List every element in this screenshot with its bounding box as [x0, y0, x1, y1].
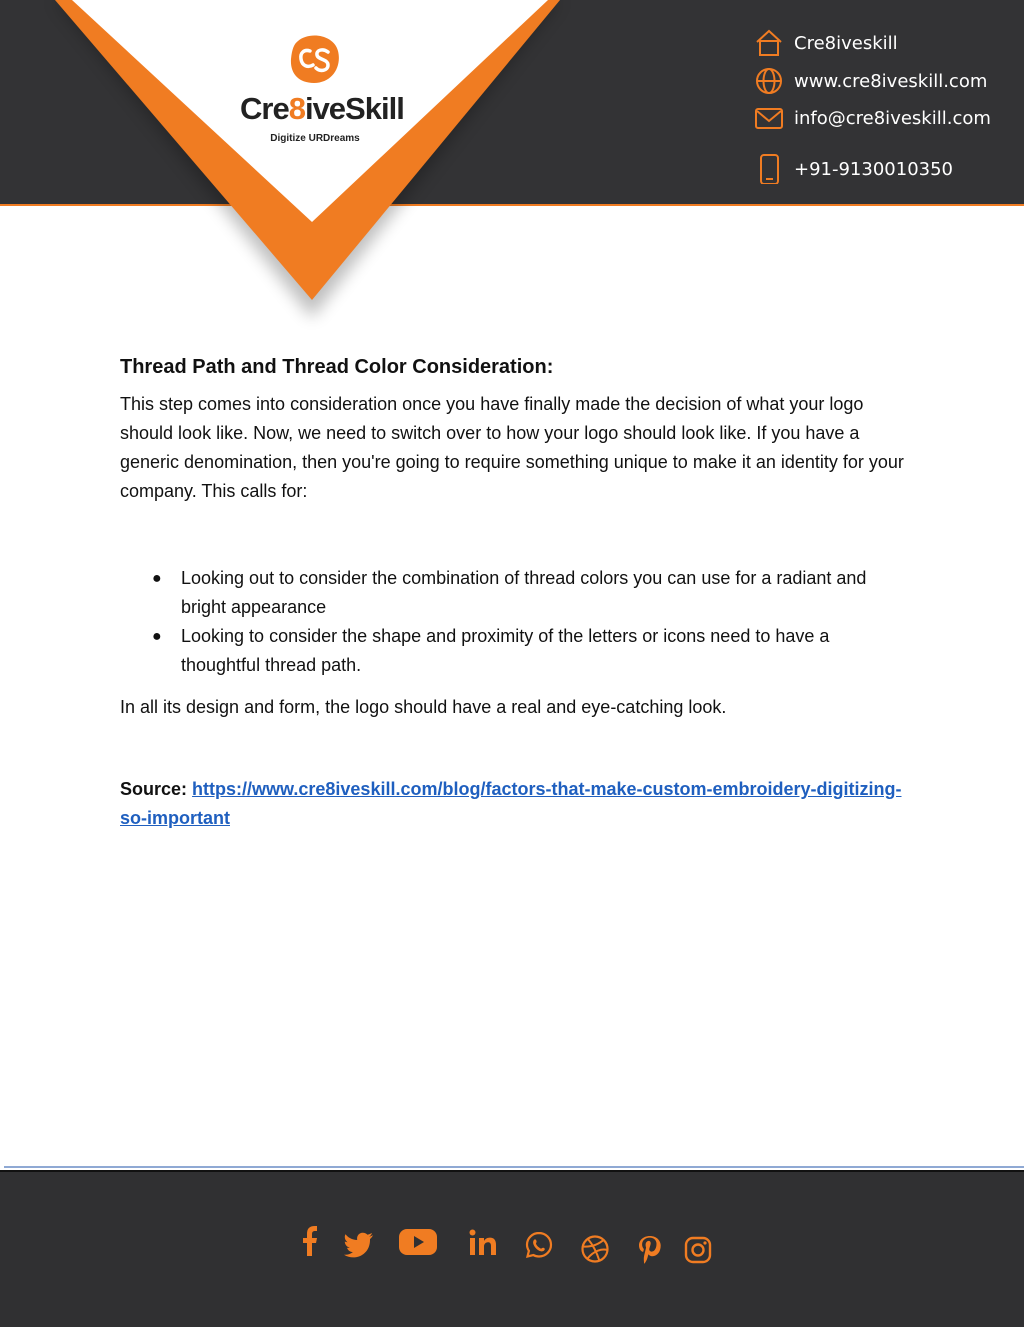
phone-icon: [754, 154, 784, 184]
facebook-icon[interactable]: [296, 1224, 326, 1258]
article-intro: This step comes into consideration once you have finally made the decision of what your logo should look like. Now, we need to switch over to how your logo should look like. If you have a generic denomination, then you're going to require something unique to make it an identity for your company. This calls for:: [120, 394, 904, 501]
source-line: [120, 775, 910, 833]
list-item: ● Looking to consider the shape and proximity of the letters or icons need to have a thoughtful thread path.: [120, 622, 910, 680]
logo-wordmark: Cre8iveSkill: [240, 91, 404, 126]
contact-email-text[interactable]: info@cre8iveskill.com: [794, 107, 991, 129]
whatsapp-icon[interactable]: [524, 1230, 554, 1260]
logo-mark-icon: [288, 35, 342, 85]
contact-website[interactable]: [754, 64, 987, 98]
instagram-icon[interactable]: [684, 1236, 712, 1264]
twitter-icon[interactable]: [344, 1232, 374, 1258]
mail-icon: [754, 103, 784, 133]
bullet-list: [120, 564, 910, 680]
brand-logo[interactable]: [240, 35, 404, 155]
globe-icon: [754, 66, 784, 96]
article-closing: In all its design and form, the logo should have a real and eye-catching look.: [120, 697, 727, 717]
footer-divider: [4, 1166, 1024, 1168]
footer-bar: [0, 1170, 1024, 1327]
linkedin-icon[interactable]: [468, 1228, 498, 1258]
dribbble-icon[interactable]: [580, 1234, 610, 1264]
contact-company: [754, 26, 898, 60]
contact-company-text: Cre8iveskill: [794, 32, 898, 54]
article-heading: Thread Path and Thread Color Consideration:: [120, 356, 554, 378]
source-label: Source:: [120, 779, 188, 799]
bullet-icon: ●: [152, 570, 162, 587]
logo-tagline: Digitize URDreams: [270, 133, 360, 144]
list-item: ● Looking out to consider the combination of thread colors you can use for a radiant and bright appearance: [120, 564, 910, 622]
contact-phone[interactable]: [754, 152, 953, 186]
source-link[interactable]: https://www.cre8iveskill.com/blog/factors-that-make-custom-embroidery-digitizing-so-important: [120, 779, 902, 828]
contact-website-text[interactable]: www.cre8iveskill.com: [794, 70, 988, 92]
pinterest-icon[interactable]: [636, 1234, 664, 1266]
contact-email[interactable]: [754, 101, 991, 135]
youtube-icon[interactable]: [398, 1228, 438, 1258]
home-icon: [754, 28, 784, 58]
contact-phone-text[interactable]: +91-9130010350: [794, 158, 954, 180]
article-body: [120, 350, 910, 833]
bullet-icon: ●: [152, 628, 162, 645]
